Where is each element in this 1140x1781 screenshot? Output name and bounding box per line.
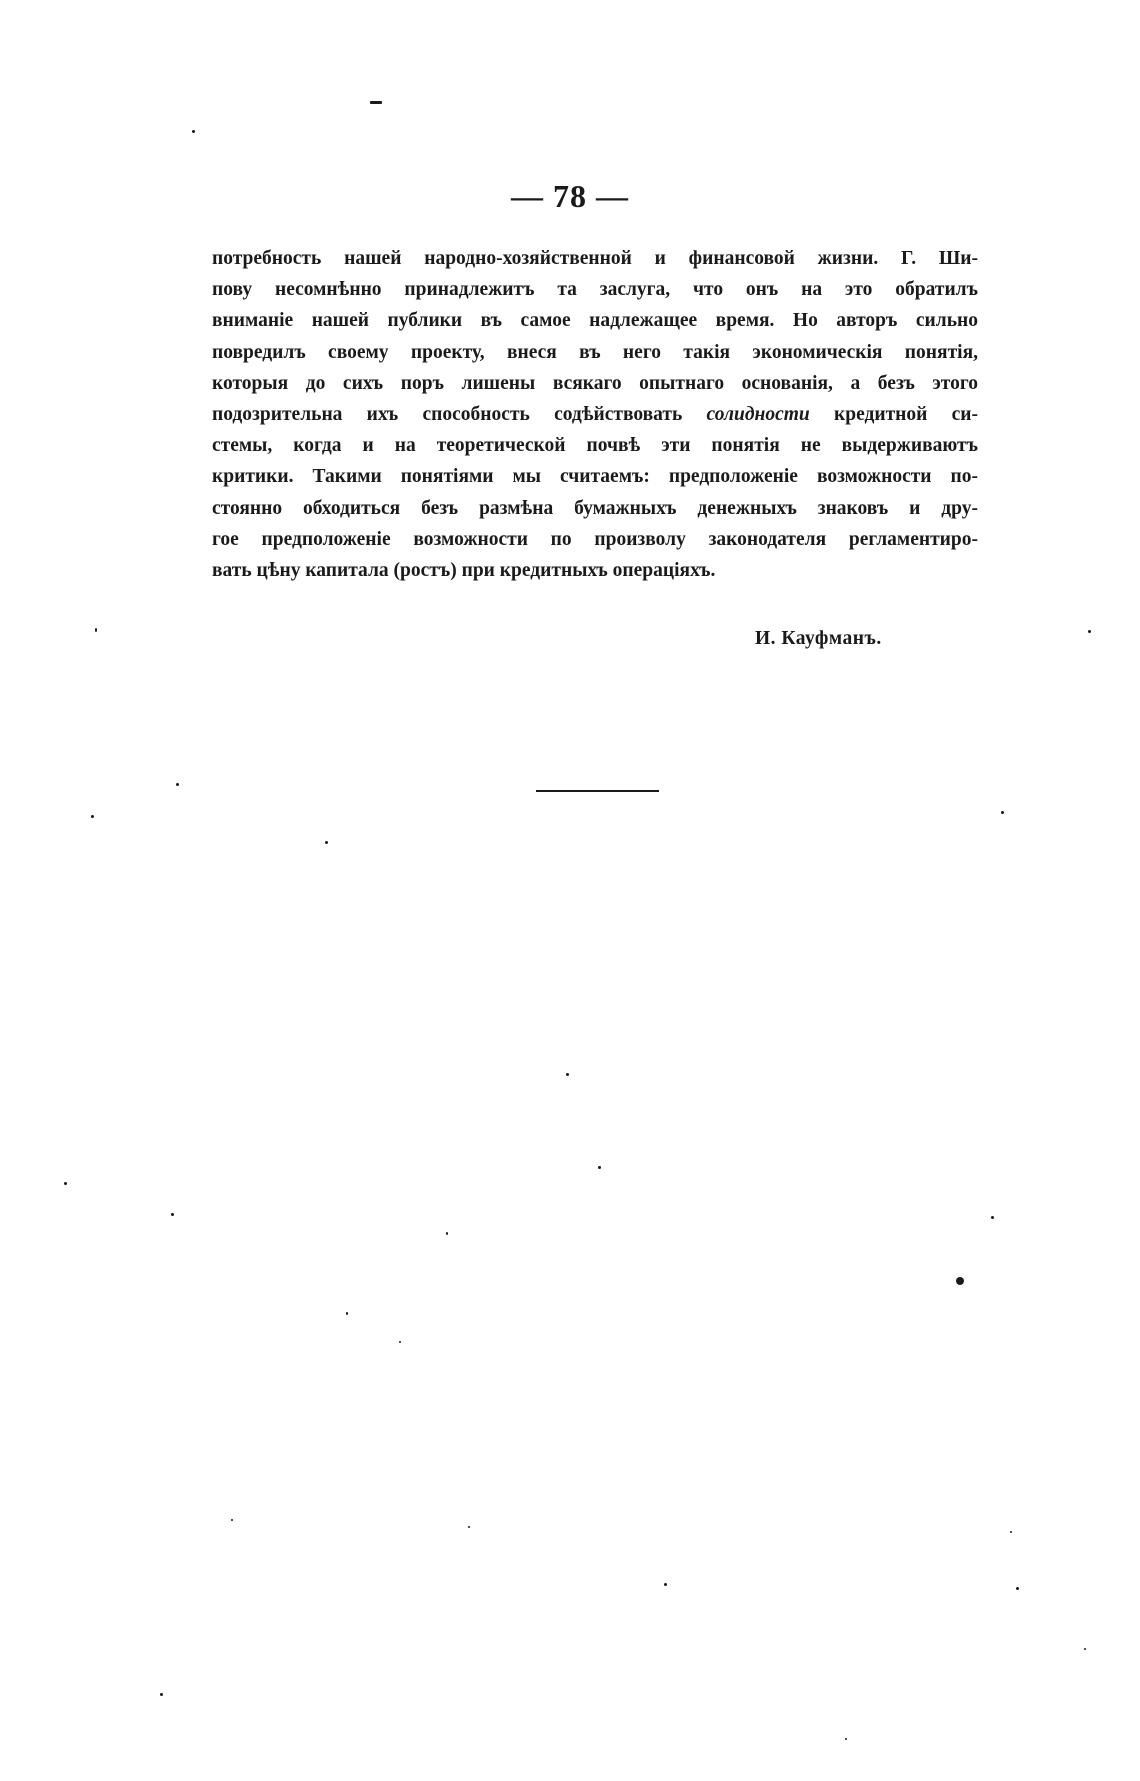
text-line: критики. Такими понятіями мы считаемъ: предположеніе возможности по- bbox=[212, 466, 978, 488]
text-line: которыя до сихъ поръ лишены всякаго опытнаго основанія, а безъ этого bbox=[212, 372, 978, 394]
speck bbox=[160, 1693, 163, 1696]
speck bbox=[325, 841, 328, 844]
speck bbox=[1010, 1531, 1012, 1533]
speck bbox=[598, 1166, 601, 1169]
speck bbox=[956, 1277, 964, 1285]
speck bbox=[446, 1232, 448, 1235]
speck bbox=[1016, 1587, 1019, 1590]
speck bbox=[370, 101, 382, 104]
text-line: вниманіе нашей публики въ самое надлежащее время. Но авторъ сильно bbox=[212, 310, 978, 332]
speck bbox=[1084, 1648, 1086, 1650]
speck bbox=[991, 1216, 994, 1219]
speck bbox=[566, 1073, 569, 1076]
text-line: потребность нашей народно-хозяйственной и финансовой жизни. Г. Ши- bbox=[212, 248, 978, 269]
speck bbox=[91, 815, 94, 818]
speck bbox=[664, 1583, 667, 1586]
speck bbox=[171, 1213, 174, 1216]
speck bbox=[1001, 811, 1004, 814]
page-number: — 78 — bbox=[511, 178, 629, 214]
emphasized-word: солидности bbox=[706, 404, 810, 426]
speck bbox=[468, 1526, 470, 1528]
speck bbox=[845, 1738, 847, 1740]
body-text bbox=[212, 243, 978, 586]
speck bbox=[346, 1312, 348, 1315]
text-line: пову несомнѣнно принадлежитъ та заслуга, что онъ на это обратилъ bbox=[212, 279, 978, 301]
signature: И. Кауфманъ. bbox=[755, 628, 882, 649]
speck bbox=[399, 1341, 401, 1343]
speck bbox=[64, 1182, 67, 1185]
text-segment: подозрительна ихъ способность содѣйствовать bbox=[212, 404, 683, 426]
speck bbox=[176, 783, 179, 786]
text-segment: кредитной си- bbox=[834, 404, 979, 426]
text-line: вать цѣну капитала (ростъ) при кредитныхъ операціяхъ. bbox=[212, 560, 716, 582]
speck bbox=[231, 1519, 233, 1521]
speck bbox=[1088, 630, 1091, 633]
text-line: повредилъ своему проекту, внеся въ него такія экономическія понятія, bbox=[212, 341, 978, 363]
text-line-with-emphasis bbox=[212, 399, 978, 430]
speck bbox=[192, 130, 195, 133]
text-line: стемы, когда и на теоретической почвѣ эти понятія не выдерживаютъ bbox=[212, 435, 978, 457]
text-line: гое предположеніе возможности по произволу законодателя регламентиро- bbox=[212, 528, 978, 550]
section-end-rule bbox=[536, 790, 659, 792]
speck bbox=[95, 628, 97, 632]
text-line: стоянно обходиться безъ размѣна бумажныхъ денежныхъ знаковъ и дру- bbox=[212, 497, 978, 519]
